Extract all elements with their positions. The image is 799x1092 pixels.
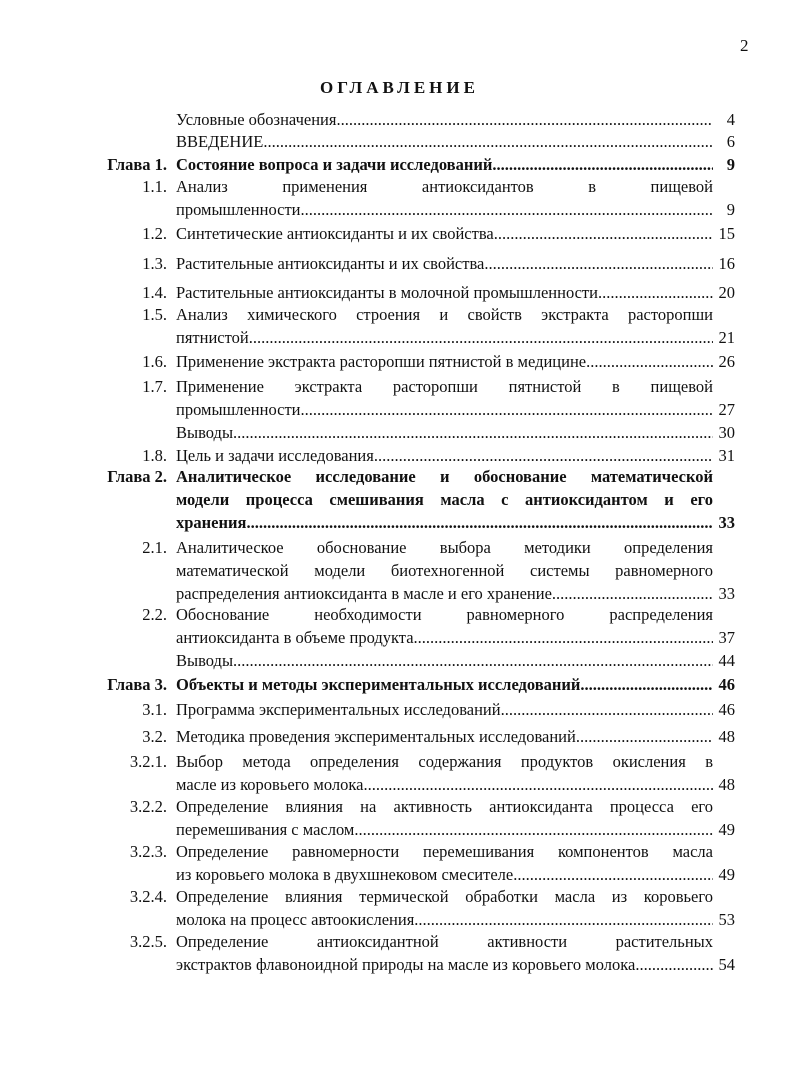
entry-title-line	[176, 283, 713, 303]
dot-leader	[233, 423, 713, 443]
entry-number: 1.2.	[142, 224, 167, 243]
entry-page-number: 6	[726, 132, 735, 151]
entry-page-number: 49	[718, 820, 735, 839]
entry-title-line	[176, 651, 713, 671]
entry-title-line	[176, 628, 713, 648]
entry-title-line	[176, 352, 713, 372]
entry-title-text: Растительные антиоксиданты и их свойства	[176, 254, 485, 273]
dot-leader	[301, 400, 714, 420]
entry-title-line	[176, 200, 713, 220]
entry-title-line: модели процесса смешивания масла с антиоксидантом и его	[176, 490, 713, 509]
dot-leader	[233, 651, 713, 671]
dot-leader	[576, 727, 713, 747]
dot-leader	[414, 628, 713, 648]
page-number: 2	[740, 36, 749, 55]
entry-title-text: масле из коровьего молока	[176, 775, 364, 794]
entry-title-line	[176, 675, 713, 695]
entry-title-line: Применение экстракта расторопши пятнистой в пищевой	[176, 377, 713, 396]
entry-number: Глава 1.	[107, 155, 167, 174]
entry-number: 3.2.2.	[129, 797, 167, 816]
entry-title-line: Обоснование необходимости равномерного распределения	[176, 605, 713, 624]
entry-title-line	[176, 820, 713, 840]
entry-title-text: Состояние вопроса и задачи исследований	[176, 155, 493, 174]
entry-title-text: Программа экспериментальных исследований	[176, 700, 501, 719]
dot-leader	[374, 446, 713, 466]
entry-page-number: 30	[718, 423, 735, 442]
entry-page-number: 44	[718, 651, 735, 670]
entry-page-number: 21	[718, 328, 735, 347]
entry-title-line: Выбор метода определения содержания продуктов окисления в	[176, 752, 713, 771]
entry-page-number: 26	[718, 352, 735, 371]
entry-title-text: промышленности	[176, 400, 301, 419]
entry-title-text: Методика проведения экспериментальных исследований	[176, 727, 576, 746]
entry-title-text: Синтетические антиоксиданты и их свойства	[176, 224, 494, 243]
entry-page-number: 31	[718, 446, 735, 465]
dot-leader	[246, 513, 713, 533]
dot-leader	[501, 700, 713, 720]
entry-title-line: Анализ применения антиоксидантов в пищевой	[176, 177, 713, 196]
entry-title-text: ВВЕДЕНИЕ	[176, 132, 264, 151]
entry-page-number: 46	[718, 700, 735, 719]
entry-title-text: экстрактов флавоноидной природы на масле из коровьего молока..	[176, 955, 644, 974]
entry-title-line	[176, 446, 713, 466]
dot-leader	[494, 224, 713, 244]
entry-title-text: распределения антиоксиданта в масле и его хранение	[176, 584, 552, 603]
entry-page-number: 49	[718, 865, 735, 884]
entry-number: 3.2.1.	[129, 752, 167, 771]
entry-title-text: Выводы	[176, 423, 234, 442]
entry-page-number: 20	[718, 283, 735, 302]
entry-number: Глава 2.	[107, 467, 167, 486]
entry-number: 1.5.	[142, 305, 167, 324]
entry-title-line	[176, 132, 713, 152]
dot-leader	[492, 155, 713, 175]
entry-page-number: 4	[726, 110, 735, 129]
entry-page-number: 48	[718, 727, 735, 746]
entry-title-line	[176, 775, 713, 795]
entry-title-text: перемешивания с маслом	[176, 820, 355, 839]
entry-title-line	[176, 400, 713, 420]
entry-title-text: хранения	[176, 513, 247, 532]
entry-page-number: 33	[718, 513, 735, 532]
dot-leader	[513, 865, 713, 885]
entry-page-number: 9	[726, 155, 735, 174]
entry-title-line: Аналитическое обоснование выбора методики определения	[176, 538, 713, 557]
entry-title-text: Объекты и методы экспериментальных исследований	[176, 675, 581, 694]
entry-page-number: 15	[718, 224, 735, 243]
entry-number: 3.2.3.	[129, 842, 167, 861]
entry-number: 1.7.	[142, 377, 167, 396]
dot-leader	[249, 328, 713, 348]
entry-title-line: Определение антиоксидантной активности растительных	[176, 932, 713, 951]
entry-title-line	[176, 727, 713, 747]
dot-leader	[644, 955, 713, 975]
entry-number: 3.2.5.	[129, 932, 167, 951]
entry-number: 1.1.	[142, 177, 167, 196]
entry-number: 1.4.	[142, 283, 167, 302]
entry-page-number: 37	[718, 628, 735, 647]
dot-leader	[586, 352, 713, 372]
entry-title-line	[176, 423, 713, 443]
toc-title: ОГЛАВЛЕНИЕ	[320, 78, 479, 97]
entry-page-number: 33	[718, 584, 735, 603]
dot-leader	[598, 283, 713, 303]
dot-leader	[336, 110, 713, 130]
entry-title-line	[176, 865, 713, 885]
entry-number: Глава 3.	[107, 675, 167, 694]
dot-leader	[363, 775, 713, 795]
dot-leader	[354, 820, 713, 840]
entry-title-line	[176, 110, 713, 130]
entry-title-text: Цель и задачи исследования	[176, 446, 374, 465]
entry-title-line	[176, 955, 713, 975]
entry-title-line: Определение равномерности перемешивания компонентов масла	[176, 842, 713, 861]
entry-page-number: 27	[718, 400, 735, 419]
entry-number: 3.2.4.	[129, 887, 167, 906]
entry-title-line	[176, 584, 713, 604]
dot-leader	[552, 584, 713, 604]
entry-number: 1.3.	[142, 254, 167, 273]
entry-title-line: Определение влияния термической обработки масла из коровьего	[176, 887, 713, 906]
entry-page-number: 16	[718, 254, 735, 273]
entry-page-number: 46	[718, 675, 735, 694]
entry-page-number: 53	[718, 910, 735, 929]
dot-leader	[301, 200, 714, 220]
entry-number: 3.2.	[142, 727, 167, 746]
entry-title-line	[176, 910, 713, 930]
entry-title-text: Выводы	[176, 651, 234, 670]
entry-number: 1.8.	[142, 446, 167, 465]
entry-page-number: 48	[718, 775, 735, 794]
entry-title-line: математической модели биотехногенной системы равномерного	[176, 561, 713, 580]
entry-title-line	[176, 700, 713, 720]
entry-title-text: Применение экстракта расторопши пятнистой в медицине	[176, 352, 587, 371]
entry-title-text: Условные обозначения	[176, 110, 337, 129]
entry-title-line	[176, 254, 713, 274]
entry-title-text: из коровьего молока в двухшнековом смесителе	[176, 865, 514, 884]
entry-number: 2.1.	[142, 538, 167, 557]
entry-title-text: молока на процесс автоокисления	[176, 910, 415, 929]
entry-page-number: 9	[726, 200, 735, 219]
entry-title-line	[176, 224, 713, 244]
entry-title-text: антиоксиданта в объеме продукта	[176, 628, 414, 647]
entry-number: 3.1.	[142, 700, 167, 719]
entry-page-number: 54	[718, 955, 735, 974]
entry-title-text: пятнистой	[176, 328, 249, 347]
dot-leader	[414, 910, 713, 930]
entry-title-line: Анализ химического строения и свойств экстракта расторопши	[176, 305, 713, 324]
entry-title-line: Определение влияния на активность антиоксиданта процесса его	[176, 797, 713, 816]
dot-leader	[580, 675, 713, 695]
entry-number: 2.2.	[142, 605, 167, 624]
entry-title-text: промышленности	[176, 200, 301, 219]
entry-title-text: Растительные антиоксиданты в молочной промышленности	[176, 283, 598, 302]
dot-leader	[484, 254, 713, 274]
entry-title-line	[176, 328, 713, 348]
entry-title-line: Аналитическое исследование и обоснование математической	[176, 467, 713, 486]
entry-title-line	[176, 155, 713, 175]
dot-leader	[263, 132, 713, 152]
entry-number: 1.6.	[142, 352, 167, 371]
entry-title-line	[176, 513, 713, 533]
